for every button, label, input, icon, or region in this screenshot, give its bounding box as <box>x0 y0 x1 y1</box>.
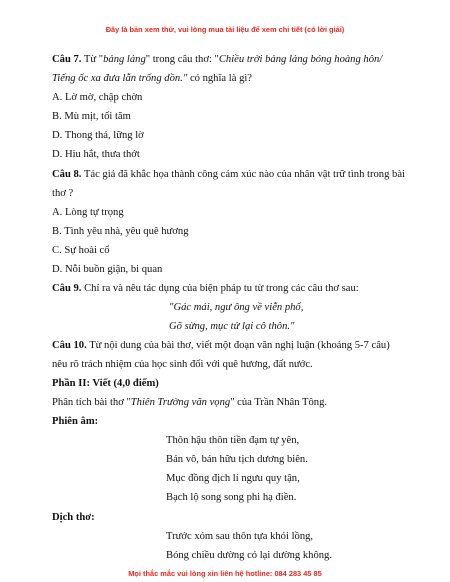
part-2-task <box>52 396 327 409</box>
question-8-option-b: B. Tình yêu nhà, yêu quê hương <box>52 226 189 237</box>
poem-title: Thiên Trường vãn vọng <box>130 397 231 408</box>
footer-note: Mọi thắc mắc vui lòng xin liên hệ hotline: 084 283 45 85 <box>128 569 322 578</box>
phien-am-label: Phiên âm: <box>52 416 99 427</box>
question-7-option-c: D. Thong thả, lững lờ <box>52 130 144 141</box>
question-10-line-1 <box>52 339 390 352</box>
question-9-verse-2: Gõ sừng, mục tử lại cô thôn." <box>169 321 295 332</box>
part-2-task-text: Phân tích bài thơ " <box>52 397 131 408</box>
question-7-quote: Tiếng ốc xa đưa lẫn trống dồn." <box>52 73 188 84</box>
question-8-text: Tác giả đã khắc họa thành công cảm xúc nào của nhân vật trữ tình trong bài <box>81 169 405 180</box>
question-8-label: Câu 8. <box>52 169 82 180</box>
part-2-heading: Phần II: Viết (4,0 điểm) <box>52 378 159 389</box>
question-7-line-1 <box>52 53 382 66</box>
phien-am-line-4: Bạch lộ song song phi hạ điền. <box>166 492 297 503</box>
question-9-line-1 <box>52 282 359 295</box>
question-8-option-c: C. Sự hoài cổ <box>52 245 110 256</box>
question-8-line-2: thơ ? <box>52 188 74 199</box>
question-7-text: có nghĩa là gì? <box>187 73 253 84</box>
dich-tho-line-2: Bóng chiều dường có lại dường không. <box>166 550 332 561</box>
question-7-line-2 <box>52 72 252 85</box>
question-7-option-d: D. Hiu hắt, thưa thớt <box>52 149 140 160</box>
question-8-option-a: A. Lòng tự trọng <box>52 207 124 218</box>
dich-tho-line-1: Trước xóm sau thôn tựa khói lồng, <box>166 531 314 542</box>
question-8-option-d: D. Nỗi buồn giận, bi quan <box>52 264 163 275</box>
question-10-label: Câu 10. <box>52 340 87 351</box>
phien-am-line-2: Bán vô, bán hữu tịch dương biên. <box>166 454 308 465</box>
phien-am-line-3: Mục đồng địch lí ngưu quy tận, <box>166 473 300 484</box>
header-note: Đây là bản xem thử, vui lòng mua tài liệu để xem chi tiết (có lời giải) <box>105 25 345 34</box>
phien-am-line-1: Thôn hậu thôn tiền đạm tự yên, <box>166 435 300 446</box>
question-10-text: Từ nội dung của bài thơ, viết một đoạn văn nghị luận (khoảng 5-7 câu) <box>86 340 390 351</box>
question-7-option-a: A. Lờ mờ, chập chờn <box>52 92 143 103</box>
part-2-task-text: " của Trần Nhân Tông. <box>230 397 328 408</box>
question-10-line-2: nêu rõ trách nhiệm của học sinh đối với quê hương, đất nước. <box>52 359 313 370</box>
question-9-label: Câu 9. <box>52 283 82 294</box>
question-8-line-1 <box>52 168 405 181</box>
question-7-quote: Chiều trời bảng lảng bóng hoàng hôn/ <box>218 54 383 65</box>
question-9-text: Chỉ ra và nêu tác dụng của biện pháp tu từ trong các câu thơ sau: <box>81 283 359 294</box>
question-7-word: bảng lảng <box>103 54 146 65</box>
question-7-text: " trong câu thơ: " <box>145 54 219 65</box>
dich-tho-label: Dịch thơ: <box>52 512 95 523</box>
question-9-verse-1: "Gác mái, ngư ông về viễn phố, <box>169 302 304 313</box>
question-7-text: Từ " <box>81 54 104 65</box>
question-7-label: Câu 7. <box>52 54 82 65</box>
question-7-option-b: B. Mù mịt, tối tăm <box>52 111 131 122</box>
